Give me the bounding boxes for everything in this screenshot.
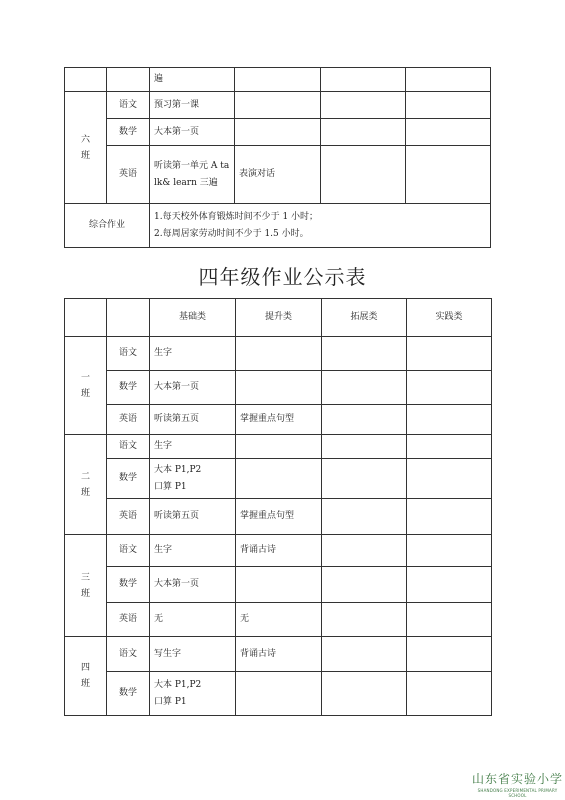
table-row [65,535,492,567]
header-basic: 基础类 [150,299,236,337]
table-row [65,637,492,672]
improve-cell [235,119,321,146]
subject-cell: 语文 [107,337,150,371]
subject-cell: 语文 [107,435,150,459]
table-row [65,204,491,248]
improve-cell: 掌握重点句型 [236,499,322,535]
basic-cell: 生字 [150,337,236,371]
table-row [65,499,492,535]
improve-cell [236,459,322,499]
header-improve: 提升类 [236,299,322,337]
improve-cell [236,337,322,371]
subject-cell: 语文 [107,535,150,567]
basic-cell: 听读第五页 [150,405,236,435]
basic-cell: 听读第一单元 A talk& learn 三遍 [150,146,235,204]
basic-cell: 大本第一页 [150,567,236,603]
basic-cell: 大本 P1,P2 口算 P1 [150,459,236,499]
table-row [65,405,492,435]
improve-cell [236,672,322,716]
basic-cell: 大本第一页 [150,371,236,405]
comprehensive-line: 2.每周居家劳动时间不少于 1.5 小时。 [154,228,309,239]
improve-cell: 无 [236,603,322,637]
table-row [65,672,492,716]
table-row [65,337,492,371]
school-logo [470,770,565,798]
basic-cell: 大本 P1,P2 口算 P1 [150,672,236,716]
improve-cell [236,435,322,459]
class-label: 一 班 [65,337,107,435]
comprehensive-label: 综合作业 [65,204,150,248]
subject-cell: 数学 [107,371,150,405]
basic-cell: 大本第一页 [150,119,235,146]
basic-cell: 生字 [150,535,236,567]
subject-cell: 英语 [107,499,150,535]
table-row [65,119,491,146]
class-label: 三 班 [65,535,107,637]
improve-cell: 表演对话 [235,146,321,204]
table-row [65,603,492,637]
subject-cell: 英语 [107,146,150,204]
class-label: 四 班 [65,637,107,716]
table-row [65,371,492,405]
header-practice: 实践类 [407,299,492,337]
subject-cell: 数学 [107,672,150,716]
table-row [65,459,492,499]
subject-cell: 英语 [107,603,150,637]
table-row [65,92,491,119]
header-row [65,299,492,337]
table-row [65,146,491,204]
page-title: 四年级作业公示表 [198,265,367,289]
basic-cell: 生字 [150,435,236,459]
table-row [65,567,492,603]
improve-cell [235,92,321,119]
improve-cell: 背诵古诗 [236,637,322,672]
basic-cell: 无 [150,603,236,637]
class-label: 二 班 [65,435,107,535]
grade4-homework-table [64,298,492,716]
subject-cell: 语文 [107,92,150,119]
subject-cell: 英语 [107,405,150,435]
subject-cell: 数学 [107,567,150,603]
comprehensive-content [150,204,491,248]
school-logo-name: 山东省实验小学 [471,772,563,786]
subject-cell: 数学 [107,459,150,499]
table-row [65,435,492,459]
improve-cell: 背诵古诗 [236,535,322,567]
subject-cell: 语文 [107,637,150,672]
improve-cell: 掌握重点句型 [236,405,322,435]
subject-cell: 数学 [107,119,150,146]
improve-cell [236,567,322,603]
header-extend: 拓展类 [322,299,407,337]
comprehensive-line: 1.每天校外体育锻炼时间不少于 1 小时； [154,211,319,222]
basic-cell: 听读第五页 [150,499,236,535]
improve-cell [236,371,322,405]
class-label: 六 班 [65,92,107,204]
basic-cell: 写生字 [150,637,236,672]
class-six-homework-table [64,67,491,248]
basic-cell: 预习第一课 [150,92,235,119]
continued-cell: 遍 [150,68,235,92]
school-logo-english: SHANDONG EXPERIMENTAL PRIMARY SCHOOL [477,788,558,798]
table-row [65,68,491,92]
